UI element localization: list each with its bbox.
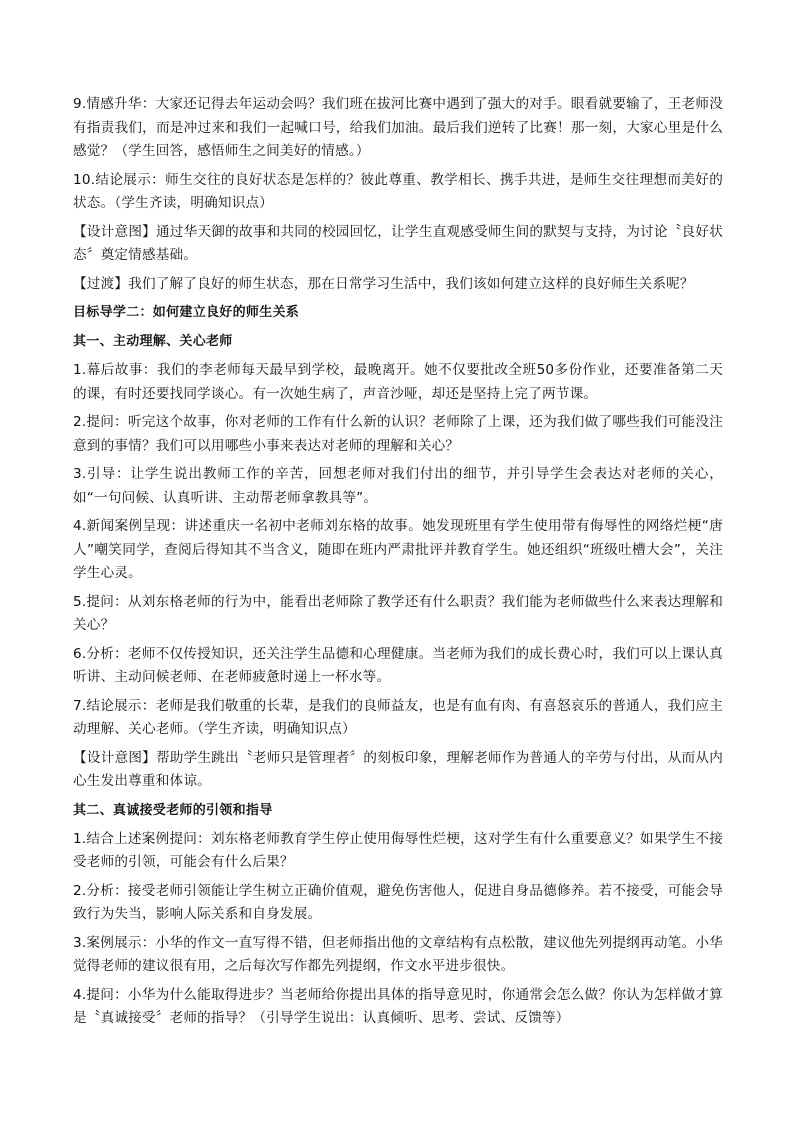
paragraph-news-case: 4.新闻案例呈现：讲述重庆一名初中老师刘东格的故事。她发现班里有学生使用带有侮辱性的网络烂梗“唐人”嘲笑同学，查阅后得知其不当含义，随即在班内严肃批评并教育学生。她还组织“班级吐槽大会”，关注学生心灵。: [73, 518, 723, 581]
paragraph-transition: 【过渡】我们了解了良好的师生状态，那在日常学习生活中，我们该如何建立这样的良好师生关系呢？: [73, 275, 694, 292]
subsection-heading-one: 其一、主动理解、关心老师: [73, 334, 233, 349]
paragraph-question: 2.提问：听完这个故事，你对老师的工作有什么新的认识？老师除了上课，还为我们做了哪些我们可能没注意到的事情？我们可以用哪些小事来表达对老师的理解和关心？: [73, 414, 723, 454]
paragraph-guidance: 3.引导：让学生说出教师工作的辛苦，回想老师对我们付出的细节，并引导学生会表达对老师的关心，如“一句问候、认真听讲、主动帮老师拿教具等”。: [73, 466, 723, 506]
paragraph-case-display: 3.案例展示：小华的作文一直写得不错，但老师指出他的文章结构有点松散，建议他先列提纲再动笔。小华觉得老师的建议很有用，之后每次写作都先列提纲，作文水平进步很快。: [73, 934, 723, 974]
paragraph-conclusion-display: 10.结论展示：师生交往的良好状态是怎样的？彼此尊重、教学相长、携手共进，是师生交往理想而美好的状态。（学生齐读，明确知识点）: [73, 171, 723, 211]
paragraph-question: 5.提问：从刘东格老师的行为中，能看出老师除了教学还有什么职责？我们能为老师做些什么来表达理解和关心？: [73, 593, 723, 633]
document-body: [73, 93, 723, 1036]
paragraph-analysis: 2.分析：接受老师引领能让学生树立正确价值观，避免伤害他人，促进自身品德修养。若不接受，可能会导致行为失当，影响人际关系和自身发展。: [73, 882, 723, 922]
paragraph-design-intent: 【设计意图】通过华天御的故事和共同的校园回忆，让学生直观感受师生间的默契与支持，为讨论〝良好状态〞奠定情感基础。: [73, 223, 723, 263]
paragraph-analysis: 6.分析：老师不仅传授知识，还关注学生品德和心理健康。当老师为我们的成长费心时，我们可以上课认真听讲、主动问候老师、在老师疲惫时递上一杯水等。: [73, 645, 723, 685]
paragraph-case-question: 1.结合上述案例提问：刘东格老师教育学生停止使用侮辱性烂梗，这对学生有什么重要意义？如果学生不接受老师的引领，可能会有什么后果？: [73, 830, 723, 870]
section-heading-goal-two: 目标导学二：如何建立良好的师生关系: [73, 305, 300, 320]
subsection-heading-two: 其二、真诚接受老师的引领和指导: [73, 802, 273, 818]
paragraph-conclusion-display: 7.结论展示：老师是我们敬重的长辈，是我们的良师益友，也是有血有肉、有喜怒哀乐的普通人，我们应主动理解、关心老师。（学生齐读，明确知识点）: [73, 697, 723, 737]
paragraph-behind-story: 1.幕后故事：我们的李老师每天最早到学校，最晚离开。她不仅要批改全班50多份作业，还要准备第二天的课，有时还要找同学谈心。有一次她生病了，声音沙哑，却还是坚持上完了两节课。: [73, 362, 723, 402]
paragraph-design-intent: 【设计意图】帮助学生跳出〝老师只是管理者〞的刻板印象，理解老师作为普通人的辛劳与付出，从而从内心生发出尊重和体谅。: [73, 749, 723, 789]
paragraph-emotion-sublimation: 9.情感升华：大家还记得去年运动会吗？我们班在拔河比赛中遇到了强大的对手。眼看就要输了，王老师没有指责我们，而是冲过来和我们一起喊口号，给我们加油。最后我们逆转了比赛！那一刻，大家心里是什么感觉？（学生回答，感悟师生之间美好的情感。）: [73, 96, 723, 159]
paragraph-question: 4.提问：小华为什么能取得进步？当老师给你提出具体的指导意见时，你通常会怎么做？你认为怎样做才算是〝真诚接受〞老师的指导？（引导学生说出：认真倾听、思考、尝试、反馈等）: [73, 986, 723, 1026]
